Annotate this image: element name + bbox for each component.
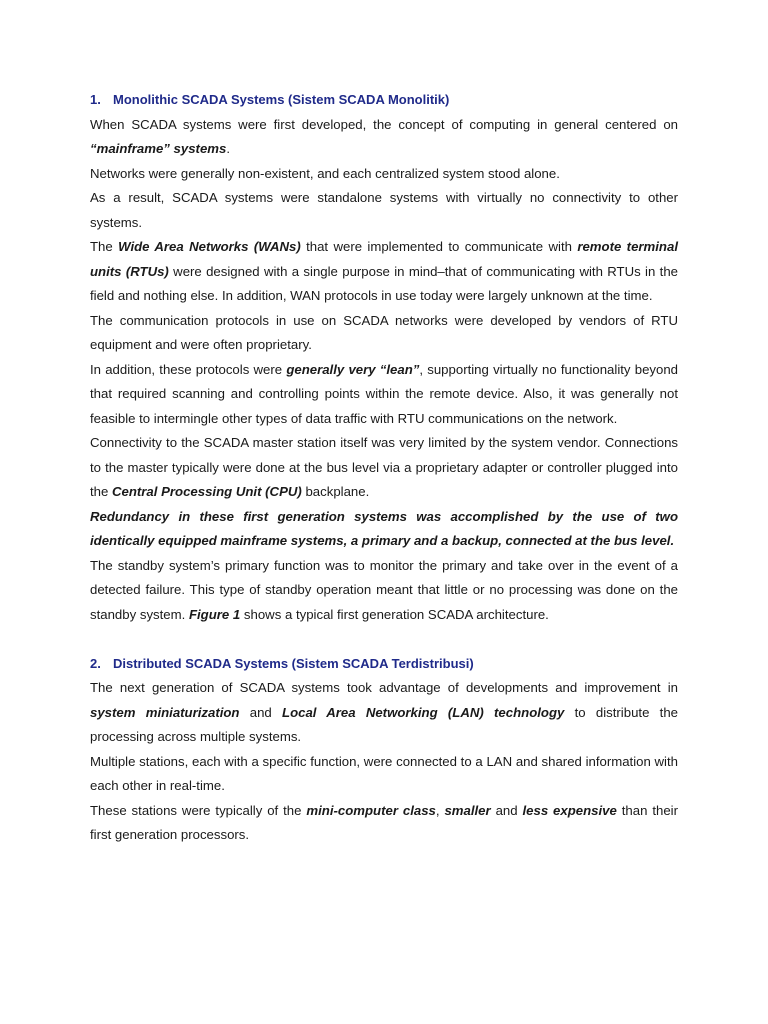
emphasis-rtus: remote terminal units (RTUs) [90, 239, 678, 279]
s1-paragraph-2: Networks were generally non-existent, and each centralized system stood alone. [90, 165, 560, 181]
text-run: In addition, these protocols were [90, 361, 287, 377]
emphasis-miniaturization: system miniaturization [90, 704, 240, 720]
text-run: than their first generation processors. [90, 802, 678, 842]
s1-paragraph-8: Redundancy in these first generation systems was accomplished by the use of two identically equipped mainframe systems, a primary and a backup, connected at the bus level. [90, 508, 678, 548]
text-run: shows a typical first generation SCADA architecture. [240, 606, 549, 622]
emphasis-lan: Local Area Networking (LAN) technology [282, 704, 565, 720]
text-run: The next generation of SCADA systems took advantage of developments and improvement in [90, 680, 678, 695]
document-body [90, 88, 678, 848]
text-run: The standby system’s primary function was to monitor the primary and take over in the event of a detected failure. This type of standby operation meant that little or no processing was done on the standby system. [90, 557, 678, 622]
s1-paragraph-7 [90, 431, 678, 505]
s2-paragraph-2: Multiple stations, each with a specific function, were connected to a LAN and shared information with each other in real-time. [90, 753, 678, 793]
s2-paragraph-3 [90, 799, 678, 848]
text-run: and [239, 704, 283, 720]
s1-paragraph-3: As a result, SCADA systems were standalone systems with virtually no connectivity to other systems. [90, 190, 678, 230]
emphasis-mini-computer: mini-computer class [306, 802, 436, 818]
text-run: The [90, 239, 119, 254]
text-run: Connectivity to the SCADA master station itself was very limited by the system vendor. Connections to the master typically were done at the bus level via a proprietary adapter or controller plugged into the [90, 435, 678, 499]
emphasis-smaller: smaller [444, 802, 491, 818]
text-run: These stations were typically of the [90, 802, 307, 818]
text-run: backplane. [301, 484, 370, 499]
text-run: were designed with a single purpose in mind–that of communicating with RTUs in the field and nothing else. In addition, WAN protocols in use today were largely unknown at the time. [90, 263, 678, 303]
text-run: and [490, 802, 523, 818]
figure-reference: Figure 1 [188, 606, 241, 622]
text-run: to distribute the processing across multiple systems. [90, 704, 678, 744]
text-run: , supporting virtually no functionality beyond that required scanning and controlling points within the remote device. Also, it was generally not feasible to intermingle other types of data traffic with RTU communications on the network. [90, 361, 678, 426]
text-run: . [226, 141, 231, 156]
s2-paragraph-1 [90, 676, 678, 750]
s1-paragraph-4 [90, 235, 678, 309]
s1-paragraph-9 [90, 554, 678, 628]
section-1-heading [90, 88, 678, 113]
section-1-number: 1. [90, 92, 101, 107]
text-run: , [435, 802, 445, 818]
text-run: that were implemented to communicate with [300, 239, 578, 254]
section-1-title: Monolithic SCADA Systems (Sistem SCADA Monolitik) [113, 92, 450, 107]
emphasis-wans: Wide Area Networks (WANs) [118, 239, 301, 254]
emphasis-cpu: Central Processing Unit (CPU) [112, 484, 302, 499]
emphasis-less-expensive: less expensive [522, 802, 617, 818]
emphasis-mainframe: “mainframe” systems [90, 141, 227, 156]
section-2-number: 2. [90, 655, 101, 671]
s1-paragraph-1 [90, 113, 678, 162]
section-2-title: Distributed SCADA Systems (Sistem SCADA Terdistribusi) [113, 655, 474, 671]
s1-paragraph-6 [90, 358, 678, 432]
section-2-heading [90, 652, 678, 677]
text-run: When SCADA systems were first developed, the concept of computing in general centered on [90, 116, 678, 132]
emphasis-lean: generally very “lean” [286, 361, 420, 377]
section-spacer [90, 627, 678, 652]
s1-paragraph-5: The communication protocols in use on SCADA networks were developed by vendors of RTU equipment and were often proprietary. [90, 312, 678, 352]
